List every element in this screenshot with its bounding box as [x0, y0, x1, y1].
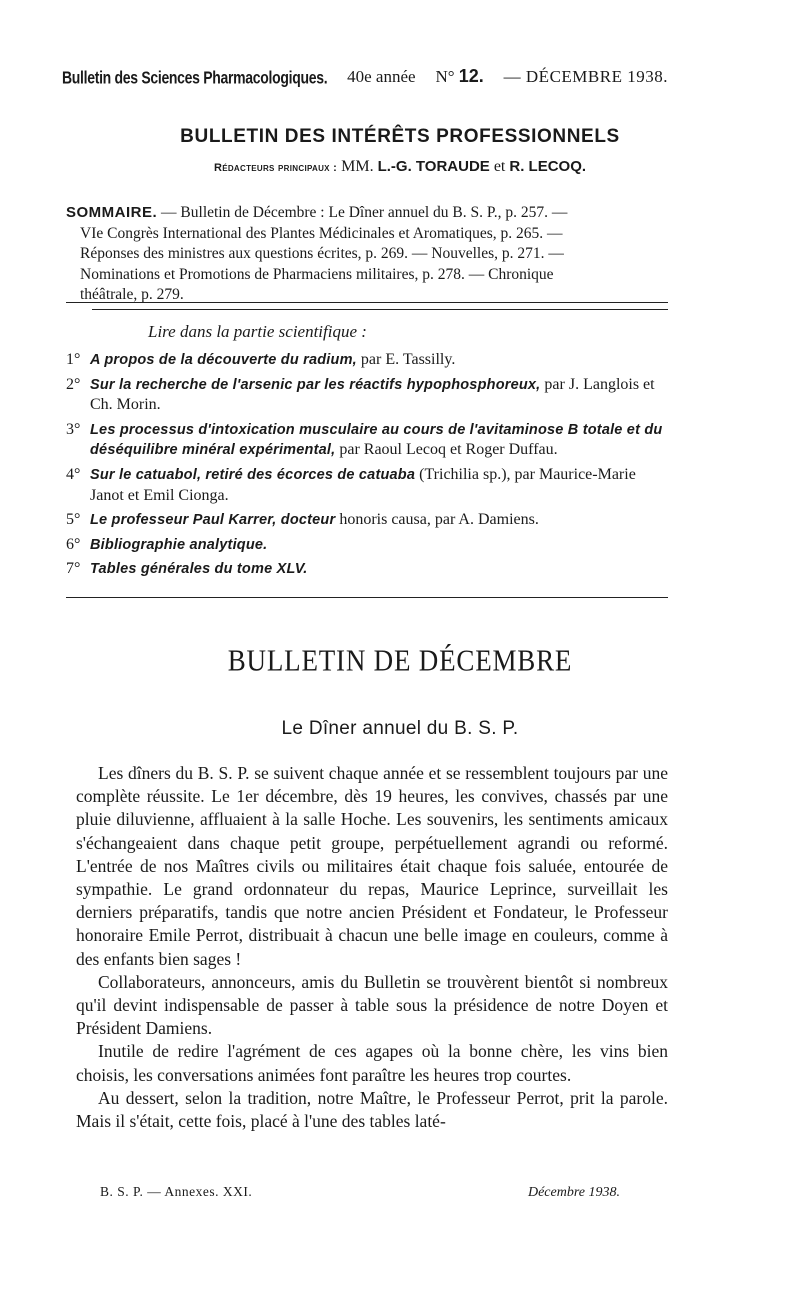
item-title: Bibliographie analytique.	[90, 536, 268, 553]
item-number: 1°	[66, 351, 81, 368]
issue-date: — DÉCEMBRE 1938.	[503, 67, 668, 86]
editor-toraude: L.-G. TORAUDE	[377, 158, 490, 175]
item-title: Tables générales du tome XLV.	[90, 561, 308, 578]
item-text	[90, 350, 670, 371]
divider-rule-bottom	[66, 597, 668, 598]
running-head	[62, 66, 668, 87]
paragraph: Inutile de redire l'agrément de ces agapes où la bonne chère, les vins bien choisis, les conversations animées font paraître les heures trop courtes.	[76, 1041, 668, 1085]
sommaire-heading: SOMMAIRE.	[66, 204, 158, 221]
volume-year: 40e année	[347, 67, 416, 86]
item-title: A propos de la découverte du radium,	[90, 352, 357, 368]
item-title: Le professeur Paul Karrer, docteur	[90, 512, 336, 529]
item-number: 5°	[66, 511, 81, 529]
editors-line	[0, 158, 800, 176]
list-item	[66, 465, 670, 506]
item-number: 7°	[66, 560, 81, 578]
editors-and: et	[493, 158, 506, 175]
article-body	[76, 762, 668, 1133]
divider-rule	[66, 302, 668, 303]
list-item	[66, 559, 670, 580]
list-item	[66, 510, 670, 531]
sommaire-line	[66, 203, 668, 224]
item-text	[90, 420, 670, 461]
footer-date	[528, 1184, 620, 1201]
list-item	[66, 420, 670, 461]
divider-rule-second	[92, 309, 668, 310]
lire-heading: Lire dans la partie scientifique :	[148, 322, 367, 341]
paragraph: Les dîners du B. S. P. se suivent chaque année et se ressemblent toujours par une complète réussite. Le 1er décembre, dès 19 heures, les convives, chassés par une pluie diluvienne, affluaient à la salle Hoche. Les souvenirs, les sentiments amicaux s'échangeaient dans chaque petit groupe, perpétuellement agrandi ou reformé. L'entrée de nos Maîtres civils ou militaires était chaque fois saluée, entourée de sympathie. Le grand ordonnateur du repas, Maurice Leprince, surveillait les derniers préparatifs, tandis que notre ancien Président et Fondateur, le Professeur honoraire Emile Perrot, distribuait à chacun une belle image en couleurs, comme à des enfants bien sages !	[76, 763, 668, 969]
paragraph: Au dessert, selon la tradition, notre Maître, le Professeur Perrot, prit la parole. Mais il s'était, cette fois, placé à l'une des tables laté-	[76, 1087, 668, 1132]
item-text	[90, 559, 670, 580]
item-title: Sur le catuabol, retiré des écorces de catuaba	[90, 466, 416, 483]
footer-reference: B. S. P. — Annexes. XXI.	[100, 1184, 253, 1199]
issue-number	[435, 66, 483, 87]
sommaire-line-3: Réponses des ministres aux questions écrites, p. 269. — Nouvelles, p. 271. —	[80, 245, 564, 262]
sommaire-line-5: théâtrale, p. 279.	[80, 286, 184, 303]
editors-label: Rédacteurs principaux :	[213, 162, 338, 174]
item-author: honoris causa, par A. Damiens.	[339, 511, 539, 529]
item-title: Les processus d'intoxication musculaire au cours de l'avitaminose B totale et du déséquilibre minéral expérimental,	[90, 421, 663, 459]
contents-list	[66, 350, 670, 584]
issue-number-value: 12.	[458, 66, 484, 86]
item-author: (Trichilia sp.), par Maurice-Marie Janot et Emil Cionga.	[90, 465, 636, 504]
paragraph: Collaborateurs, annonceurs, amis du Bulletin se trouvèrent bientôt si nombreux qu'il devint indispensable de passer à table sous la présidence de notre Doyen et Président Damiens.	[76, 971, 668, 1039]
item-text	[90, 510, 670, 531]
issue-number-prefix: N°	[435, 67, 455, 86]
section-title: BULLETIN DES INTÉRÊTS PROFESSIONNELS	[180, 126, 620, 147]
journal-name: Bulletin des Sciences Pharmacologiques.	[62, 67, 328, 87]
item-number: 6°	[66, 535, 81, 553]
editors-mm: MM.	[341, 158, 374, 175]
list-item	[66, 375, 670, 416]
sommaire-line-1: — Bulletin de Décembre : Le Dîner annuel du B. S. P., p. 257. —	[161, 204, 568, 221]
item-number: 3°	[66, 420, 81, 438]
item-text	[90, 375, 670, 416]
article-title: Le Dîner annuel du B. S. P.	[281, 718, 519, 739]
item-author: par J. Langlois et Ch. Morin.	[90, 375, 655, 414]
sommaire-line-2: VIe Congrès International des Plantes Médicinales et Aromatiques, p. 265. —	[80, 224, 563, 242]
item-text	[90, 535, 670, 556]
editor-lecoq: R. LECOQ.	[509, 158, 587, 175]
item-number: 2°	[66, 375, 81, 393]
sommaire	[66, 203, 668, 306]
footer-date-text: Décembre 1938.	[527, 1185, 620, 1200]
item-author: par E. Tassilly.	[360, 351, 456, 368]
page-footer	[100, 1184, 620, 1201]
list-item	[66, 535, 670, 556]
item-author: par Raoul Lecoq et Roger Duffau.	[339, 441, 558, 459]
list-item	[66, 350, 670, 371]
bulletin-title: BULLETIN DE DÉCEMBRE	[227, 642, 573, 678]
item-text	[90, 465, 670, 506]
sommaire-line-4: Nominations et Promotions de Pharmaciens militaires, p. 278. — Chronique	[80, 265, 554, 283]
item-title: Sur la recherche de l'arsenic par les réactifs hypophosphoreux,	[90, 376, 541, 393]
item-number: 4°	[66, 465, 81, 483]
